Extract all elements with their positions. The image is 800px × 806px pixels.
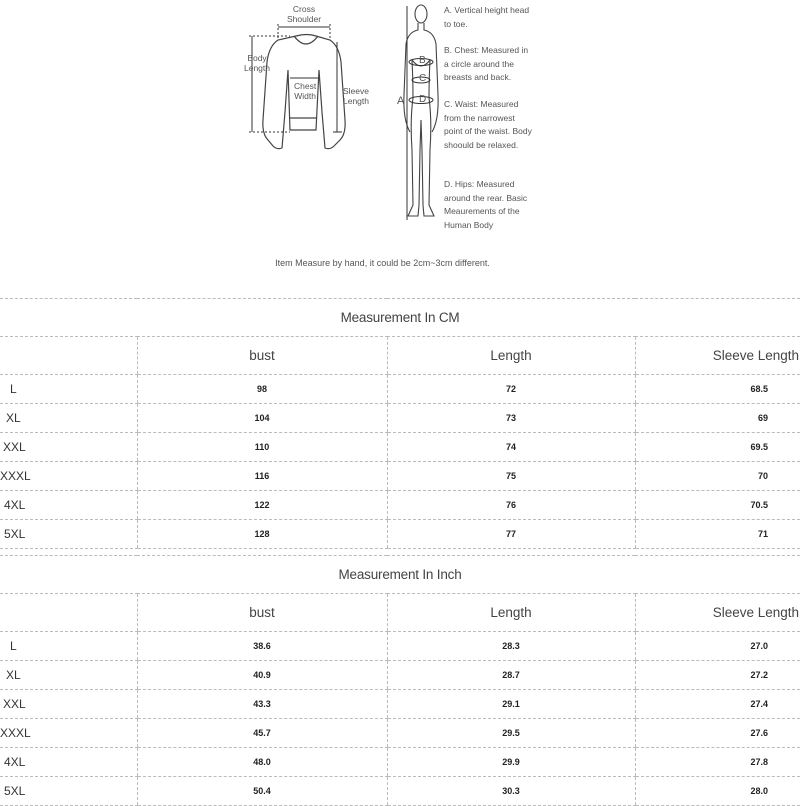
table-title: Measurement In Inch xyxy=(0,556,800,594)
measure-caption: Item Measure by hand, it could be 2cm~3cm different. xyxy=(275,258,490,268)
value-cell: 98 xyxy=(137,375,387,404)
table-header-row xyxy=(0,594,800,632)
value-cell: 27.6 xyxy=(635,719,800,748)
table-row xyxy=(0,661,800,690)
value-cell: 77 xyxy=(387,520,635,549)
value-cell: 50.4 xyxy=(137,777,387,806)
value-cell: 45.7 xyxy=(137,719,387,748)
header-cell xyxy=(0,594,137,632)
size-cell: XXXL xyxy=(0,719,137,748)
value-cell: 27.2 xyxy=(635,661,800,690)
table-row xyxy=(0,375,800,404)
body-length-label: Body Length xyxy=(244,53,270,73)
value-cell: 30.3 xyxy=(387,777,635,806)
value-cell: 40.9 xyxy=(137,661,387,690)
value-cell: 128 xyxy=(137,520,387,549)
size-table-inch xyxy=(0,555,800,806)
size-cell: L xyxy=(0,375,137,404)
marker-c: C xyxy=(419,73,427,84)
table-header-row xyxy=(0,337,800,375)
value-cell: 116 xyxy=(137,462,387,491)
value-cell: 72 xyxy=(387,375,635,404)
table-row xyxy=(0,777,800,806)
size-cell: XL xyxy=(0,661,137,690)
size-cell: XXXL xyxy=(0,462,137,491)
table-row xyxy=(0,491,800,520)
value-cell: 48.0 xyxy=(137,748,387,777)
chest-width-label: Chest Width xyxy=(294,81,317,101)
table-row xyxy=(0,748,800,777)
note-c: C. Waist: Measured from the narrowest point of the waist. Body shoould be relaxed. xyxy=(444,99,532,150)
table-title: Measurement In CM xyxy=(0,299,800,337)
header-cell: bust xyxy=(137,337,387,375)
size-cell: XL xyxy=(0,404,137,433)
cross-shoulder-label: Cross Shoulder xyxy=(287,4,322,24)
value-cell: 68.5 xyxy=(635,375,800,404)
value-cell: 122 xyxy=(137,491,387,520)
value-cell: 43.3 xyxy=(137,690,387,719)
human-figure-icon xyxy=(404,5,438,216)
value-cell: 29.5 xyxy=(387,719,635,748)
value-cell: 74 xyxy=(387,433,635,462)
value-cell: 28.3 xyxy=(387,632,635,661)
garment-and-body-illustration xyxy=(0,0,800,280)
value-cell: 27.0 xyxy=(635,632,800,661)
size-cell: XXL xyxy=(0,433,137,462)
value-cell: 69.5 xyxy=(635,433,800,462)
value-cell: 76 xyxy=(387,491,635,520)
table-row xyxy=(0,632,800,661)
size-cell: XXL xyxy=(0,690,137,719)
value-cell: 71 xyxy=(635,520,800,549)
table-row xyxy=(0,404,800,433)
value-cell: 73 xyxy=(387,404,635,433)
header-cell: Length xyxy=(387,337,635,375)
marker-a: A xyxy=(397,95,405,107)
marker-b: B xyxy=(419,55,426,66)
value-cell: 104 xyxy=(137,404,387,433)
marker-d: D xyxy=(419,94,427,105)
sleeve-length-label: Sleeve Length xyxy=(343,86,369,106)
header-cell xyxy=(0,337,137,375)
value-cell: 29.1 xyxy=(387,690,635,719)
table-row xyxy=(0,690,800,719)
size-cell: L xyxy=(0,632,137,661)
size-cell: 5XL xyxy=(0,777,137,806)
header-cell: Sleeve Length xyxy=(635,594,800,632)
value-cell: 38.6 xyxy=(137,632,387,661)
value-cell: 27.4 xyxy=(635,690,800,719)
value-cell: 28.7 xyxy=(387,661,635,690)
note-a: A. Vertical height head to toe. xyxy=(444,5,530,29)
value-cell: 70.5 xyxy=(635,491,800,520)
value-cell: 69 xyxy=(635,404,800,433)
value-cell: 28.0 xyxy=(635,777,800,806)
value-cell: 27.8 xyxy=(635,748,800,777)
table-row xyxy=(0,719,800,748)
header-cell: Length xyxy=(387,594,635,632)
note-b: B. Chest: Measured in a circle around the breasts and back. xyxy=(444,45,529,82)
header-cell: Sleeve Length xyxy=(635,337,800,375)
table-row xyxy=(0,520,800,549)
value-cell: 110 xyxy=(137,433,387,462)
size-cell: 5XL xyxy=(0,520,137,549)
note-d: D. Hips: Measured around the rear. Basic Meaurements of the Human Body xyxy=(444,179,528,230)
measurement-diagram xyxy=(0,0,800,280)
table-row xyxy=(0,433,800,462)
table-row xyxy=(0,462,800,491)
size-table-cm xyxy=(0,298,800,549)
header-cell: bust xyxy=(137,594,387,632)
size-cell: 4XL xyxy=(0,491,137,520)
size-cell: 4XL xyxy=(0,748,137,777)
value-cell: 29.9 xyxy=(387,748,635,777)
value-cell: 75 xyxy=(387,462,635,491)
value-cell: 70 xyxy=(635,462,800,491)
